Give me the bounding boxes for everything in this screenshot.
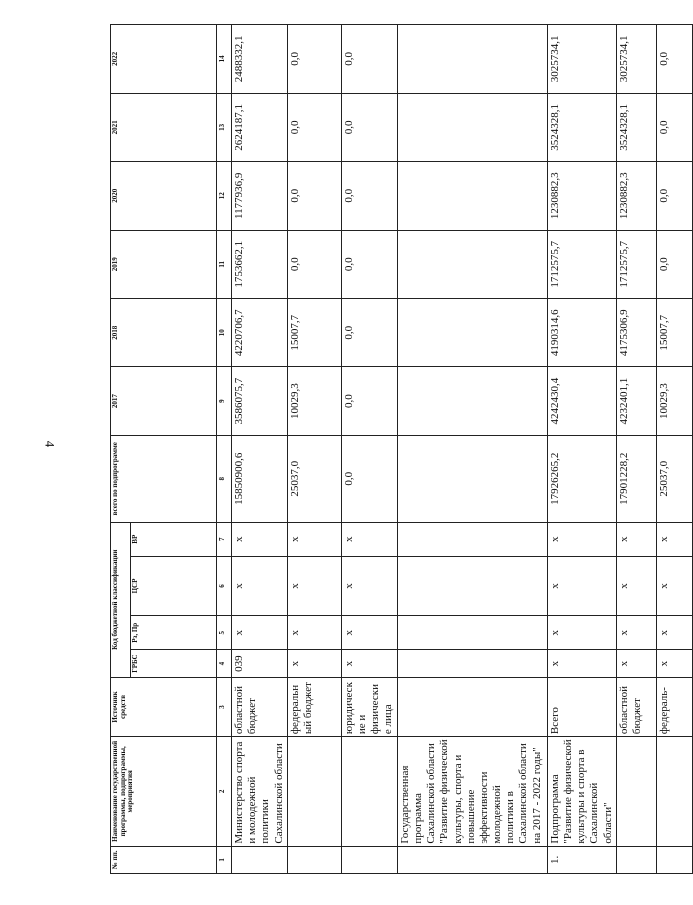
row-name: Подпрограмма "Развитие физической культуры и спорта в Сахалинской области" [547, 737, 616, 847]
cell-grbs: х [287, 650, 341, 677]
row-number [656, 846, 692, 873]
row-number [397, 846, 547, 873]
header-year-2020: 2020 [111, 162, 217, 230]
col-number: 13 [217, 93, 232, 161]
col-number: 9 [217, 367, 232, 435]
cell-vr: х [547, 522, 616, 556]
table-row [341, 25, 397, 874]
header-year-2017: 2017 [111, 367, 217, 435]
header-year-2021: 2021 [111, 93, 217, 161]
cell-2021 [397, 93, 547, 161]
row-name: Министерство спорта и молодежной политики Сахалинской области [232, 737, 288, 847]
cell-2020: 1230882,3 [547, 162, 616, 230]
cell-2019 [397, 230, 547, 298]
header-source: Источник средств [111, 677, 217, 736]
cell-rzpr: х [341, 616, 397, 650]
header-year-2022: 2022 [111, 25, 217, 94]
cell-csr: х [287, 556, 341, 615]
header-total: всего по подпрограмме [111, 435, 217, 522]
cell-2018: 4190314,6 [547, 298, 616, 366]
cell-rzpr: х [656, 616, 692, 650]
cell-2022: 0,0 [656, 25, 692, 94]
cell-2018: 15007,7 [287, 298, 341, 366]
table-row [547, 25, 616, 874]
cell-2021: 3524328,1 [547, 93, 616, 161]
cell-2018: 0,0 [341, 298, 397, 366]
cell-grbs: 039 [232, 650, 288, 677]
cell-total: 15850900,6 [232, 435, 288, 522]
cell-csr: х [232, 556, 288, 615]
cell-2021: 2624187,1 [232, 93, 288, 161]
col-number: 11 [217, 230, 232, 298]
cell-vr: х [232, 522, 288, 556]
cell-2021: 0,0 [287, 93, 341, 161]
row-name [287, 737, 341, 847]
cell-2017: 0,0 [341, 367, 397, 435]
row-name [616, 737, 656, 847]
budget-table [110, 24, 693, 874]
cell-total [397, 435, 547, 522]
row-source: Всего [547, 677, 616, 736]
cell-grbs [397, 650, 547, 677]
cell-2022: 0,0 [287, 25, 341, 94]
cell-rzpr: х [287, 616, 341, 650]
col-number: 3 [217, 677, 232, 736]
cell-2017 [397, 367, 547, 435]
cell-rzpr [397, 616, 547, 650]
cell-rzpr: х [616, 616, 656, 650]
row-source: областной бюджет [616, 677, 656, 736]
cell-total: 0,0 [341, 435, 397, 522]
cell-2022: 3025734,1 [547, 25, 616, 94]
cell-total: 17901228,2 [616, 435, 656, 522]
row-source: федеральный бюджет [287, 677, 341, 736]
cell-2019: 0,0 [287, 230, 341, 298]
cell-grbs: х [616, 650, 656, 677]
header-rzpr: Рз, Пр [131, 616, 217, 650]
cell-2018: 15007,7 [656, 298, 692, 366]
cell-vr: х [287, 522, 341, 556]
row-number [616, 846, 656, 873]
row-source: юридические и физические лица [341, 677, 397, 736]
header-name: Наименование государственной программы, подпрограммы, мероприятия [111, 737, 217, 847]
row-name: Государственная программа Сахалинской области "Развитие физической культуры, спорта и повышение эффективности молодежной политики в Сахалинской области на 2017 - 2022 годы" [397, 737, 547, 847]
cell-2018: 4175306,9 [616, 298, 656, 366]
cell-csr: х [341, 556, 397, 615]
column-number-row [217, 25, 232, 874]
table-row [232, 25, 288, 874]
cell-2022: 2488332,1 [232, 25, 288, 94]
cell-rzpr: х [547, 616, 616, 650]
row-name [656, 737, 692, 847]
col-number: 5 [217, 616, 232, 650]
cell-2020: 0,0 [287, 162, 341, 230]
cell-csr: х [547, 556, 616, 615]
cell-vr: х [616, 522, 656, 556]
cell-2017: 4242430,4 [547, 367, 616, 435]
col-number: 12 [217, 162, 232, 230]
row-name [341, 737, 397, 847]
cell-vr: х [656, 522, 692, 556]
header-year-2019: 2019 [111, 230, 217, 298]
cell-grbs: х [547, 650, 616, 677]
cell-grbs: х [656, 650, 692, 677]
col-number: 8 [217, 435, 232, 522]
cell-total: 25037,0 [287, 435, 341, 522]
cell-total: 25037,0 [656, 435, 692, 522]
table-row [656, 25, 692, 874]
cell-vr: х [341, 522, 397, 556]
col-number: 14 [217, 25, 232, 94]
row-number [232, 846, 288, 873]
row-number: 1. [547, 846, 616, 873]
cell-2020: 1177936,9 [232, 162, 288, 230]
row-source [397, 677, 547, 736]
cell-2017: 10029,3 [287, 367, 341, 435]
cell-csr: х [656, 556, 692, 615]
header-csr: ЦСР [131, 556, 217, 615]
cell-2017: 4232401,1 [616, 367, 656, 435]
cell-2019: 0,0 [656, 230, 692, 298]
cell-csr [397, 556, 547, 615]
row-number [341, 846, 397, 873]
cell-2018 [397, 298, 547, 366]
row-number [287, 846, 341, 873]
cell-2017: 3586075,7 [232, 367, 288, 435]
cell-2019: 1753662,1 [232, 230, 288, 298]
cell-2020: 0,0 [656, 162, 692, 230]
cell-2021: 0,0 [341, 93, 397, 161]
cell-2020 [397, 162, 547, 230]
cell-2018: 4220706,7 [232, 298, 288, 366]
cell-2017: 10029,3 [656, 367, 692, 435]
cell-2022: 0,0 [341, 25, 397, 94]
table-row [616, 25, 656, 874]
col-number: 6 [217, 556, 232, 615]
header-num: № пп. [111, 846, 217, 873]
col-number: 10 [217, 298, 232, 366]
cell-2019: 1712575,7 [616, 230, 656, 298]
header-code-group: Код бюджетной классификации [111, 522, 131, 677]
cell-2019: 1712575,7 [547, 230, 616, 298]
cell-2022: 3025734,1 [616, 25, 656, 94]
cell-vr [397, 522, 547, 556]
row-source: федераль- [656, 677, 692, 736]
header-year-2018: 2018 [111, 298, 217, 366]
header-vr: ВР [131, 522, 217, 556]
col-number: 2 [217, 737, 232, 847]
row-source: областной бюджет [232, 677, 288, 736]
cell-csr: х [616, 556, 656, 615]
cell-2020: 1230882,3 [616, 162, 656, 230]
cell-2022 [397, 25, 547, 94]
page-number: 4 [42, 440, 58, 448]
col-number: 1 [217, 846, 232, 873]
cell-2019: 0,0 [341, 230, 397, 298]
table-row [397, 25, 547, 874]
table-row [287, 25, 341, 874]
header-grbs: ГРБС [131, 650, 217, 677]
cell-rzpr: х [232, 616, 288, 650]
col-number: 7 [217, 522, 232, 556]
cell-2020: 0,0 [341, 162, 397, 230]
cell-total: 17926265,2 [547, 435, 616, 522]
cell-grbs: х [341, 650, 397, 677]
col-number: 4 [217, 650, 232, 677]
rotated-page [110, 24, 670, 874]
cell-2021: 3524328,1 [616, 93, 656, 161]
cell-2021: 0,0 [656, 93, 692, 161]
